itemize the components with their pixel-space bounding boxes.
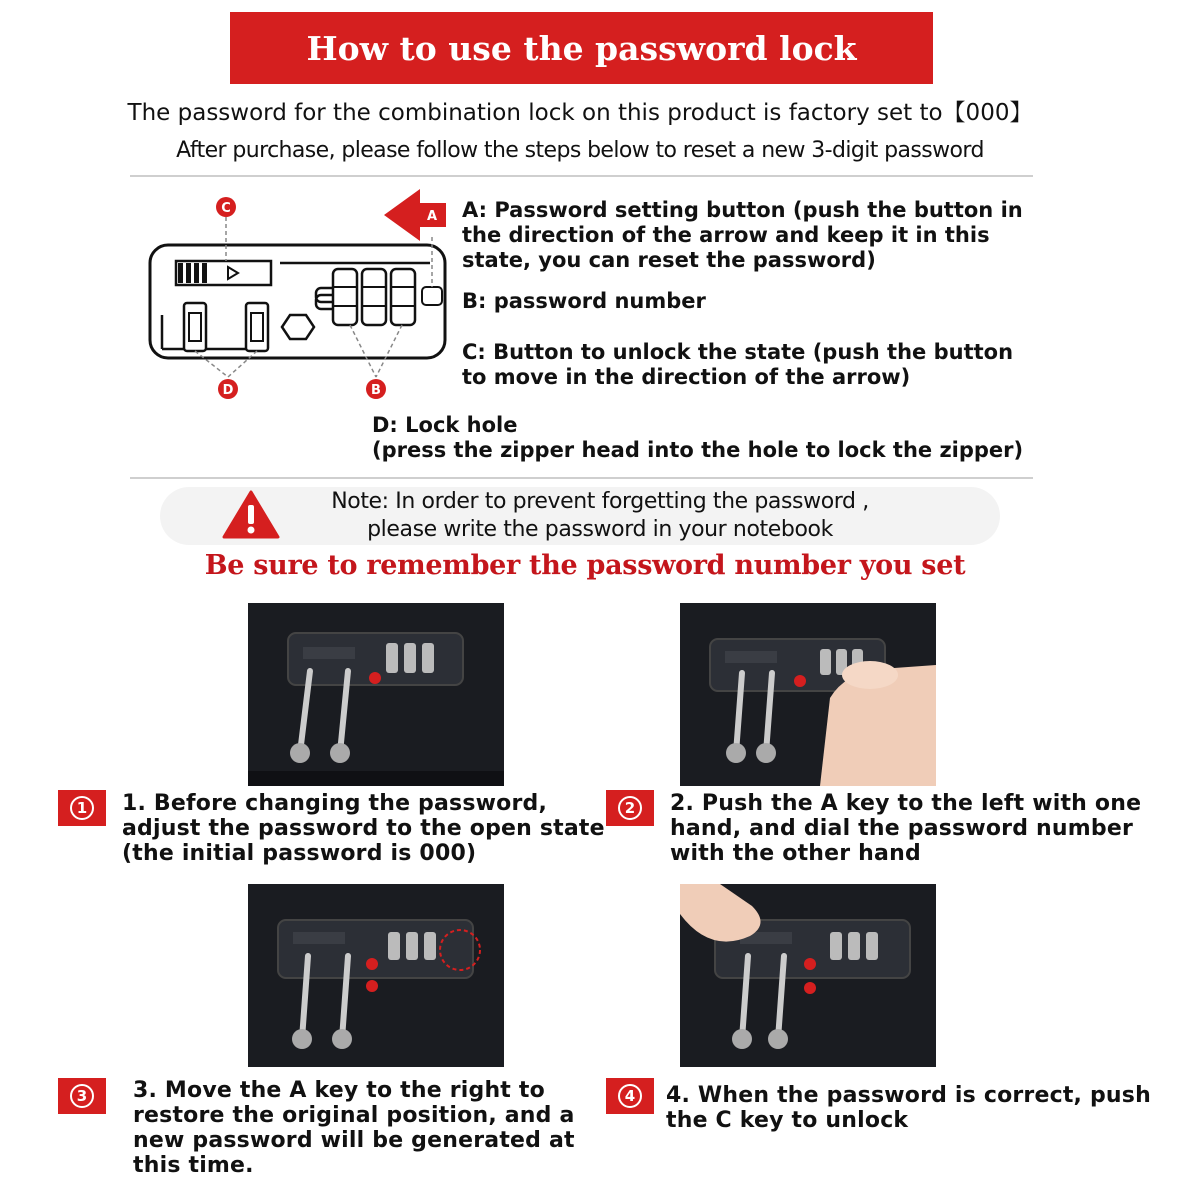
reset-instruction-line: After purchase, please follow the steps below to reset a new 3-digit password (176, 138, 984, 163)
title-banner (230, 12, 933, 84)
note-text: Note: In order to prevent forgetting the password , please write the password in your notebook (331, 489, 869, 542)
remember-warning: Be sure to remember the password number you set (204, 550, 966, 581)
divider (130, 477, 1033, 479)
step-4-text: 4. When the password is correct, push the C key to unlock (666, 1083, 1151, 1133)
page-title: How to use the password lock (306, 28, 857, 68)
label-a: A (426, 209, 438, 224)
lock-photo-step-1 (248, 603, 504, 786)
legend-a: A: Password setting button (push the button in the direction of the arrow and keep it in this state, you can reset the password) (462, 198, 1023, 272)
lock-photo-step-4 (680, 884, 936, 1067)
factory-password-line: The password for the combination lock on this product is factory set to【000】 (127, 100, 1033, 126)
step-1-badge: 1 (58, 790, 106, 826)
label-b: B (371, 383, 381, 398)
warning-icon (222, 490, 280, 540)
step-3-text: 3. Move the A key to the right to restore the original position, and a new password will be generated at this time. (133, 1078, 575, 1178)
step-2-text: 2. Push the A key to the left with one hand, and dial the password number with the other hand (670, 791, 1142, 866)
label-c: C (221, 201, 231, 216)
lock-diagram (140, 185, 460, 405)
step-4-badge: 4 (606, 1078, 654, 1114)
label-d: D (222, 383, 234, 398)
legend-d: D: Lock hole (press the zipper head into the hole to lock the zipper) (372, 413, 1024, 462)
lock-photo-step-3 (248, 884, 504, 1067)
step-2-badge: 2 (606, 790, 654, 826)
step-3-badge: 3 (58, 1078, 106, 1114)
divider (130, 175, 1033, 177)
legend-c: C: Button to unlock the state (push the button to move in the direction of the arrow) (462, 340, 1014, 389)
step-1-text: 1. Before changing the password, adjust the password to the open state (the initial password is 000) (122, 791, 605, 866)
legend-b: B: password number (462, 289, 706, 313)
lock-photo-step-2 (680, 603, 936, 786)
